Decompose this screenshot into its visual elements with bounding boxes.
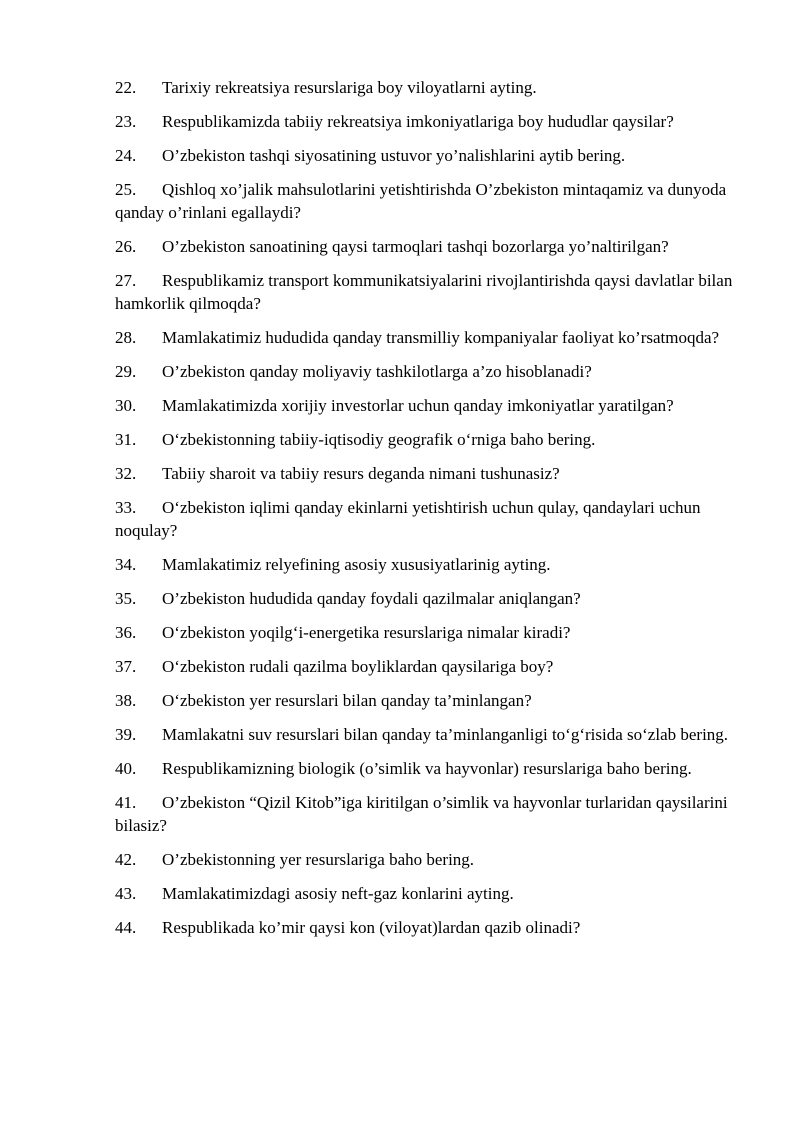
question-text: O’zbekiston “Qizil Kitob”iga kiritilgan o’simlik va hayvonlar turlaridan qaysilarini bilasiz? [115, 793, 728, 835]
question-number: 31. [115, 430, 137, 449]
question-number: 40. [115, 759, 137, 778]
question-text: O‘zbekiston rudali qazilma boyliklardan qaysilariga boy? [162, 657, 554, 676]
question-number: 32. [115, 464, 137, 483]
question-item [115, 621, 735, 644]
question-item [115, 394, 735, 417]
question-number: 24. [115, 146, 137, 165]
question-item [115, 916, 735, 939]
question-text: Tarixiy rekreatsiya resurslariga boy viloyatlarni ayting. [162, 78, 537, 97]
question-item [115, 110, 735, 133]
question-number: 42. [115, 850, 137, 869]
question-item [115, 655, 735, 678]
question-number: 29. [115, 362, 137, 381]
question-number: 39. [115, 725, 137, 744]
question-text: Mamlakatimiz relyefining asosiy xususiyatlarinig ayting. [162, 555, 551, 574]
question-item [115, 462, 735, 485]
question-item [115, 689, 735, 712]
question-list [115, 76, 735, 950]
question-item [115, 326, 735, 349]
question-item [115, 428, 735, 451]
question-text: O‘zbekistonning tabiiy-iqtisodiy geografik o‘rniga baho bering. [162, 430, 596, 449]
question-item [115, 757, 735, 780]
question-number: 30. [115, 396, 137, 415]
question-text: O’zbekiston hududida qanday foydali qazilmalar aniqlangan? [162, 589, 581, 608]
question-item [115, 144, 735, 167]
question-item [115, 269, 735, 315]
question-item [115, 360, 735, 383]
question-number: 22. [115, 78, 137, 97]
question-number: 41. [115, 793, 137, 812]
question-number: 25. [115, 180, 137, 199]
question-number: 26. [115, 237, 137, 256]
question-number: 28. [115, 328, 137, 347]
question-number: 43. [115, 884, 137, 903]
question-text: Mamlakatimizdagi asosiy neft-gaz konlarini ayting. [162, 884, 514, 903]
question-text: O‘zbekiston yer resurslari bilan qanday ta’minlangan? [162, 691, 532, 710]
question-number: 36. [115, 623, 137, 642]
question-text: Mamlakatni suv resurslari bilan qanday ta’minlanganligi to‘g‘risida so‘zlab bering. [162, 725, 729, 744]
question-item [115, 496, 735, 542]
question-item [115, 848, 735, 871]
question-text: O’zbekiston sanoatining qaysi tarmoqlari tashqi bozorlarga yo’naltirilgan? [162, 237, 669, 256]
question-number: 23. [115, 112, 137, 131]
question-number: 44. [115, 918, 137, 937]
question-number: 33. [115, 498, 137, 517]
question-text: Qishloq xo’jalik mahsulotlarini yetishtirishda O’zbekiston mintaqamiz va dunyoda qanday o’rinlani egallaydi? [115, 180, 727, 222]
question-item [115, 235, 735, 258]
question-item [115, 553, 735, 576]
question-text: O’zbekiston qanday moliyaviy tashkilotlarga a’zo hisoblanadi? [162, 362, 592, 381]
question-text: Mamlakatimizda xorijiy investorlar uchun qanday imkoniyatlar yaratilgan? [162, 396, 674, 415]
question-text: Tabiiy sharoit va tabiiy resurs deganda nimani tushunasiz? [162, 464, 560, 483]
question-text: Respublikamizda tabiiy rekreatsiya imkoniyatlariga boy hududlar qaysilar? [162, 112, 674, 131]
question-number: 37. [115, 657, 137, 676]
question-text: Respublikamiz transport kommunikatsiyalarini rivojlantirishda qaysi davlatlar bilan hamkorlik qilmoqda? [115, 271, 733, 313]
question-item [115, 723, 735, 746]
question-text: O’zbekiston tashqi siyosatining ustuvor yo’nalishlarini aytib bering. [162, 146, 626, 165]
question-item [115, 587, 735, 610]
question-text: O’zbekistonning yer resurslariga baho bering. [162, 850, 475, 869]
question-number: 38. [115, 691, 137, 710]
question-item [115, 882, 735, 905]
question-number: 27. [115, 271, 137, 290]
question-text: Respublikamizning biologik (o’simlik va hayvonlar) resurslariga baho bering. [162, 759, 692, 778]
question-text: O‘zbekiston iqlimi qanday ekinlarni yetishtirish uchun qulay, qandaylari uchun noqulay? [115, 498, 701, 540]
question-item [115, 76, 735, 99]
question-text: Respublikada ko’mir qaysi kon (viloyat)lardan qazib olinadi? [162, 918, 581, 937]
question-item [115, 178, 735, 224]
question-number: 34. [115, 555, 137, 574]
question-item [115, 791, 735, 837]
question-text: O‘zbekiston yoqilg‘i-energetika resurslariga nimalar kiradi? [162, 623, 571, 642]
question-number: 35. [115, 589, 137, 608]
question-text: Mamlakatimiz hududida qanday transmilliy kompaniyalar faoliyat ko’rsatmoqda? [162, 328, 720, 347]
